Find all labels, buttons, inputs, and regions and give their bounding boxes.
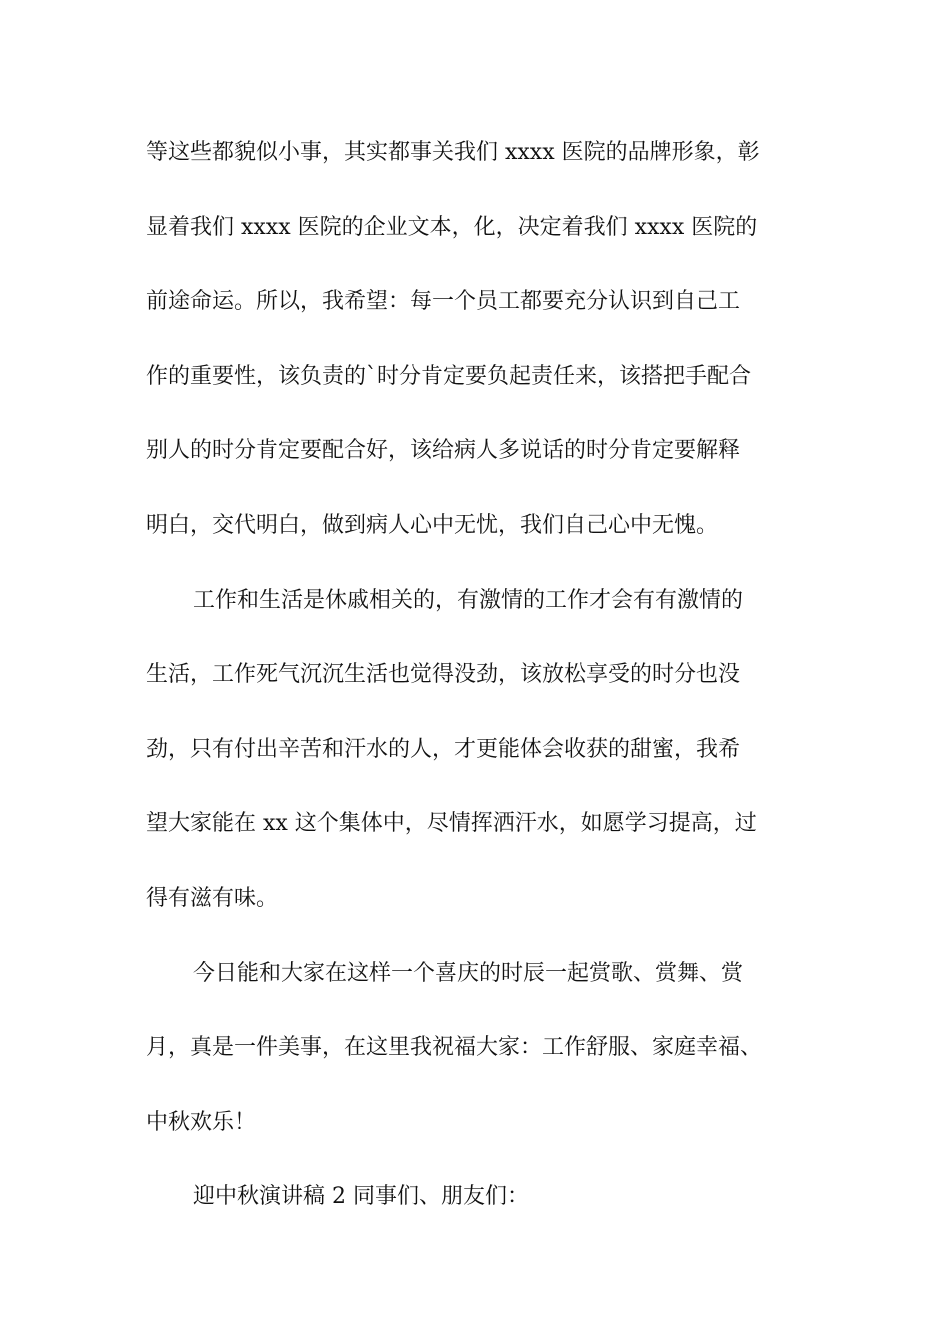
text-line: 别人的时分肯定要配合好，该给病人多说话的时分肯定要解释 xyxy=(146,438,741,464)
text-line: 前途命运。所以，我希望：每一个员工都要充分认识到自己工 xyxy=(146,289,741,315)
text-line: 中秋欢乐！ xyxy=(146,1109,257,1135)
text-line: 望大家能在 xx 这个集体中，尽情挥洒汗水，如愿学习提高，过 xyxy=(146,811,757,837)
text-line: 明白，交代明白，做到病人心中无忧，我们自己心中无愧。 xyxy=(146,512,719,538)
text-line: 劲，只有付出辛苦和汗水的人，才更能体会收获的甜蜜，我希 xyxy=(146,736,741,762)
paragraph-start-line: 迎中秋演讲稿 2 同事们、朋友们： xyxy=(193,1184,529,1210)
paragraph-start-line: 今日能和大家在这样一个喜庆的时辰一起赏歌、赏舞、赏 xyxy=(193,960,744,986)
document-body xyxy=(146,128,822,1247)
text-line: 显着我们 xxxx 医院的企业文本，化，决定着我们 xxxx 医院的 xyxy=(146,214,758,240)
text-line: 生活，工作死气沉沉生活也觉得没劲，该放松享受的时分也没 xyxy=(146,662,741,688)
text-line: 作的重要性，该负责的`时分肯定要负起责任来，该搭把手配合 xyxy=(146,363,752,389)
text-line: 得有滋有味。 xyxy=(146,885,279,911)
text-line: 月，真是一件美事，在这里我祝福大家：工作舒服、家庭幸福、 xyxy=(146,1035,763,1061)
paragraph-start-line: 工作和生活是休戚相关的，有激情的工作才会有有激情的 xyxy=(193,587,744,613)
text-line: 等这些都貌似小事，其实都事关我们 xxxx 医院的品牌形象，彰 xyxy=(146,140,760,165)
